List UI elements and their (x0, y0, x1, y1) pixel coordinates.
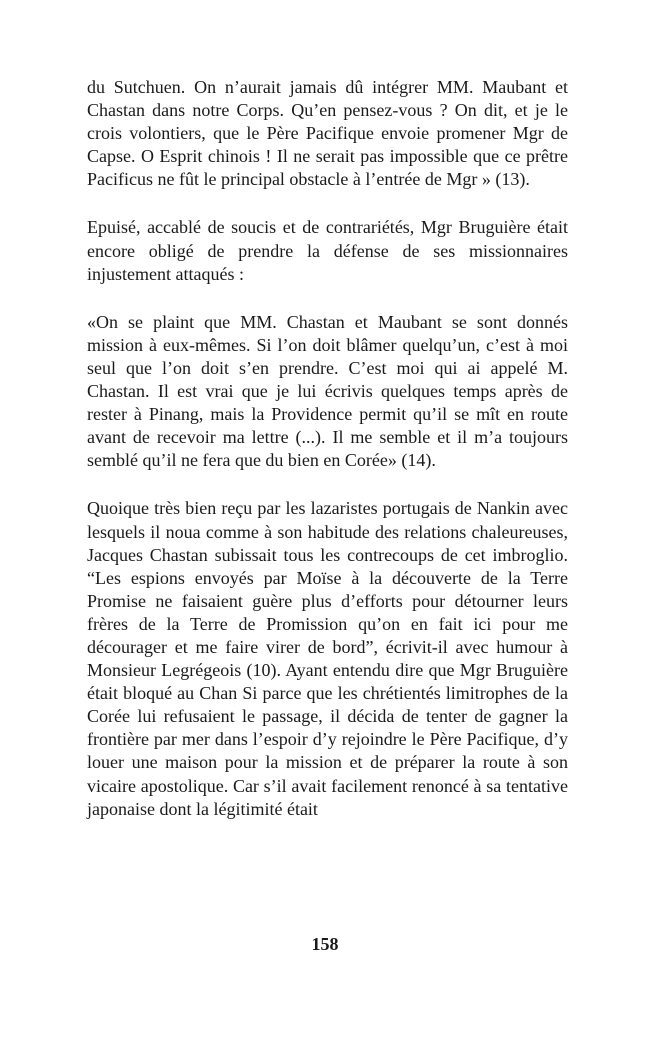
paragraph-3-quote: «On se plaint que MM. Chastan et Maubant se sont donnés mission à eux-mêmes. Si l’on doit blâmer quelqu’un, c’est à moi seul que l’on doit s’en prendre. C’est moi qui ai appelé M. Chastan. Il est vrai que je lui écrivis quelques temps après de rester à Pinang, mais la Providence permit qu’il se mît en route avant de recevoir ma lettre (...). Il me semble et il m’a toujours semblé qu’il ne fera que du bien en Corée» (14). (87, 311, 568, 471)
page-number: 158 (311, 934, 339, 954)
paragraph-4: Quoique très bien reçu par les lazaristes portugais de Nankin avec lesquels il noua comme à son habitude des relations chaleureuses, Jacques Chastan subissait tous les contrecoups de cet imbroglio. “Les espions envoyés par Moïse à la découverte de la Terre Promise ne faisaient guère plus d’efforts pour détourner leurs frères de la Terre de Promission qu’on en fait ici pour me décourager et me faire virer de bord”, écrivit-il avec humour à Monsieur Legrégeois (10). Ayant entendu dire que Mgr Bruguière était bloqué au Chan Si parce que les chrétientés limitrophes de la Corée lui refusaient le passage, il décida de tenter de gagner la frontière par mer dans l’espoir d’y rejoindre le Père Pacifique, d’y louer une maison pour la mission et de préparer la route à son vicaire apostolique. Car s’il avait facilement renoncé à sa tentative japonaise dont la légitimité était (87, 498, 568, 819)
page-body (87, 76, 568, 846)
paragraph-2: Epuisé, accablé de soucis et de contrariétés, Mgr Bruguière était encore obligé de prendre la défense de ses missionnaires injustement attaqués : (87, 217, 568, 284)
paragraph-1: du Sutchuen. On n’aurait jamais dû intégrer MM. Maubant et Chastan dans notre Corps. Qu’en pensez-vous ? On dit, et je le crois volontiers, que le Père Pacifique envoie promener Mgr de Capse. O Esprit chinois ! Il ne serait pas impossible que ce prêtre Pacificus ne fût le principal obstacle à l’entrée de Mgr » (13). (87, 77, 568, 190)
